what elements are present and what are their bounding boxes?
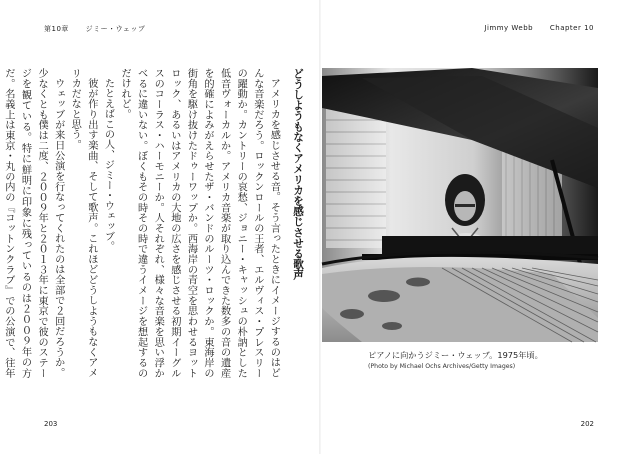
section-heading: どうしようもなくアメリカを感じさせる歌声 (292, 68, 304, 280)
page-number-left: 203 (44, 420, 58, 428)
piano-photo (322, 68, 598, 342)
body-text (2, 68, 306, 378)
left-running-head (44, 24, 145, 34)
paragraph: アメリカを感じさせる音。そう言ったときにイメージするのはどんな音楽だろう。ロックンロールの王者、エルヴィス・プレスリーの躍動か。カントリーの哀愁、ジョニー・キャッシュの朴訥とした低音ヴォーカルか。アメリカ音楽が取り込んできた数多の音の遺産を的確によみがえらせたザ・バンドのルーツ・ロックか。東海岸の街角を駆け抜けたドゥーワップか。西海岸の青空を思わせるヨットロック、あるいはアメリカの大地の広さを感じさせる初期イーグルスのコーラス・ハーモニーか。人それぞれ、様々な音楽を思い浮かべるに違いない。ぼくもその時その時で違うイメージを想起するのだけれど。 (119, 68, 280, 378)
gutter (319, 0, 321, 454)
paragraph: ウェッブが来日公演を行なってくれたのは全部で２回だろうか。少なくとも僕は二度、２００９年と２０１３年に東京で彼のステージを観ている。特に鮮明に印象に残っているのは２００９年の方だ。名義上は東京・丸の内の『コットンクラブ』での公演で、往年 (2, 68, 64, 378)
page-number-right: 202 (580, 420, 594, 428)
chapter-number: 第10章 (44, 25, 69, 33)
paragraph: 彼が作り出す楽曲、そして歌声。これほどどうしようもなくアメリカだなと思う。 (69, 68, 97, 378)
photo-caption: ピアノに向かうジミー・ウェッブ。1975年頃。 (368, 350, 543, 360)
piano-photo-icon (322, 68, 598, 342)
running-head-chapter: Chapter 10 (549, 24, 594, 32)
paragraph: たとえばこの人、ジミー・ウェッブ。 (102, 78, 114, 252)
chapter-title: ジミー・ウェッブ (85, 25, 146, 33)
running-head-name: Jimmy Webb (484, 24, 534, 32)
right-running-head (484, 24, 594, 32)
photo-credit: (Photo by Michael Ochs Archives/Getty Images) (368, 363, 516, 370)
